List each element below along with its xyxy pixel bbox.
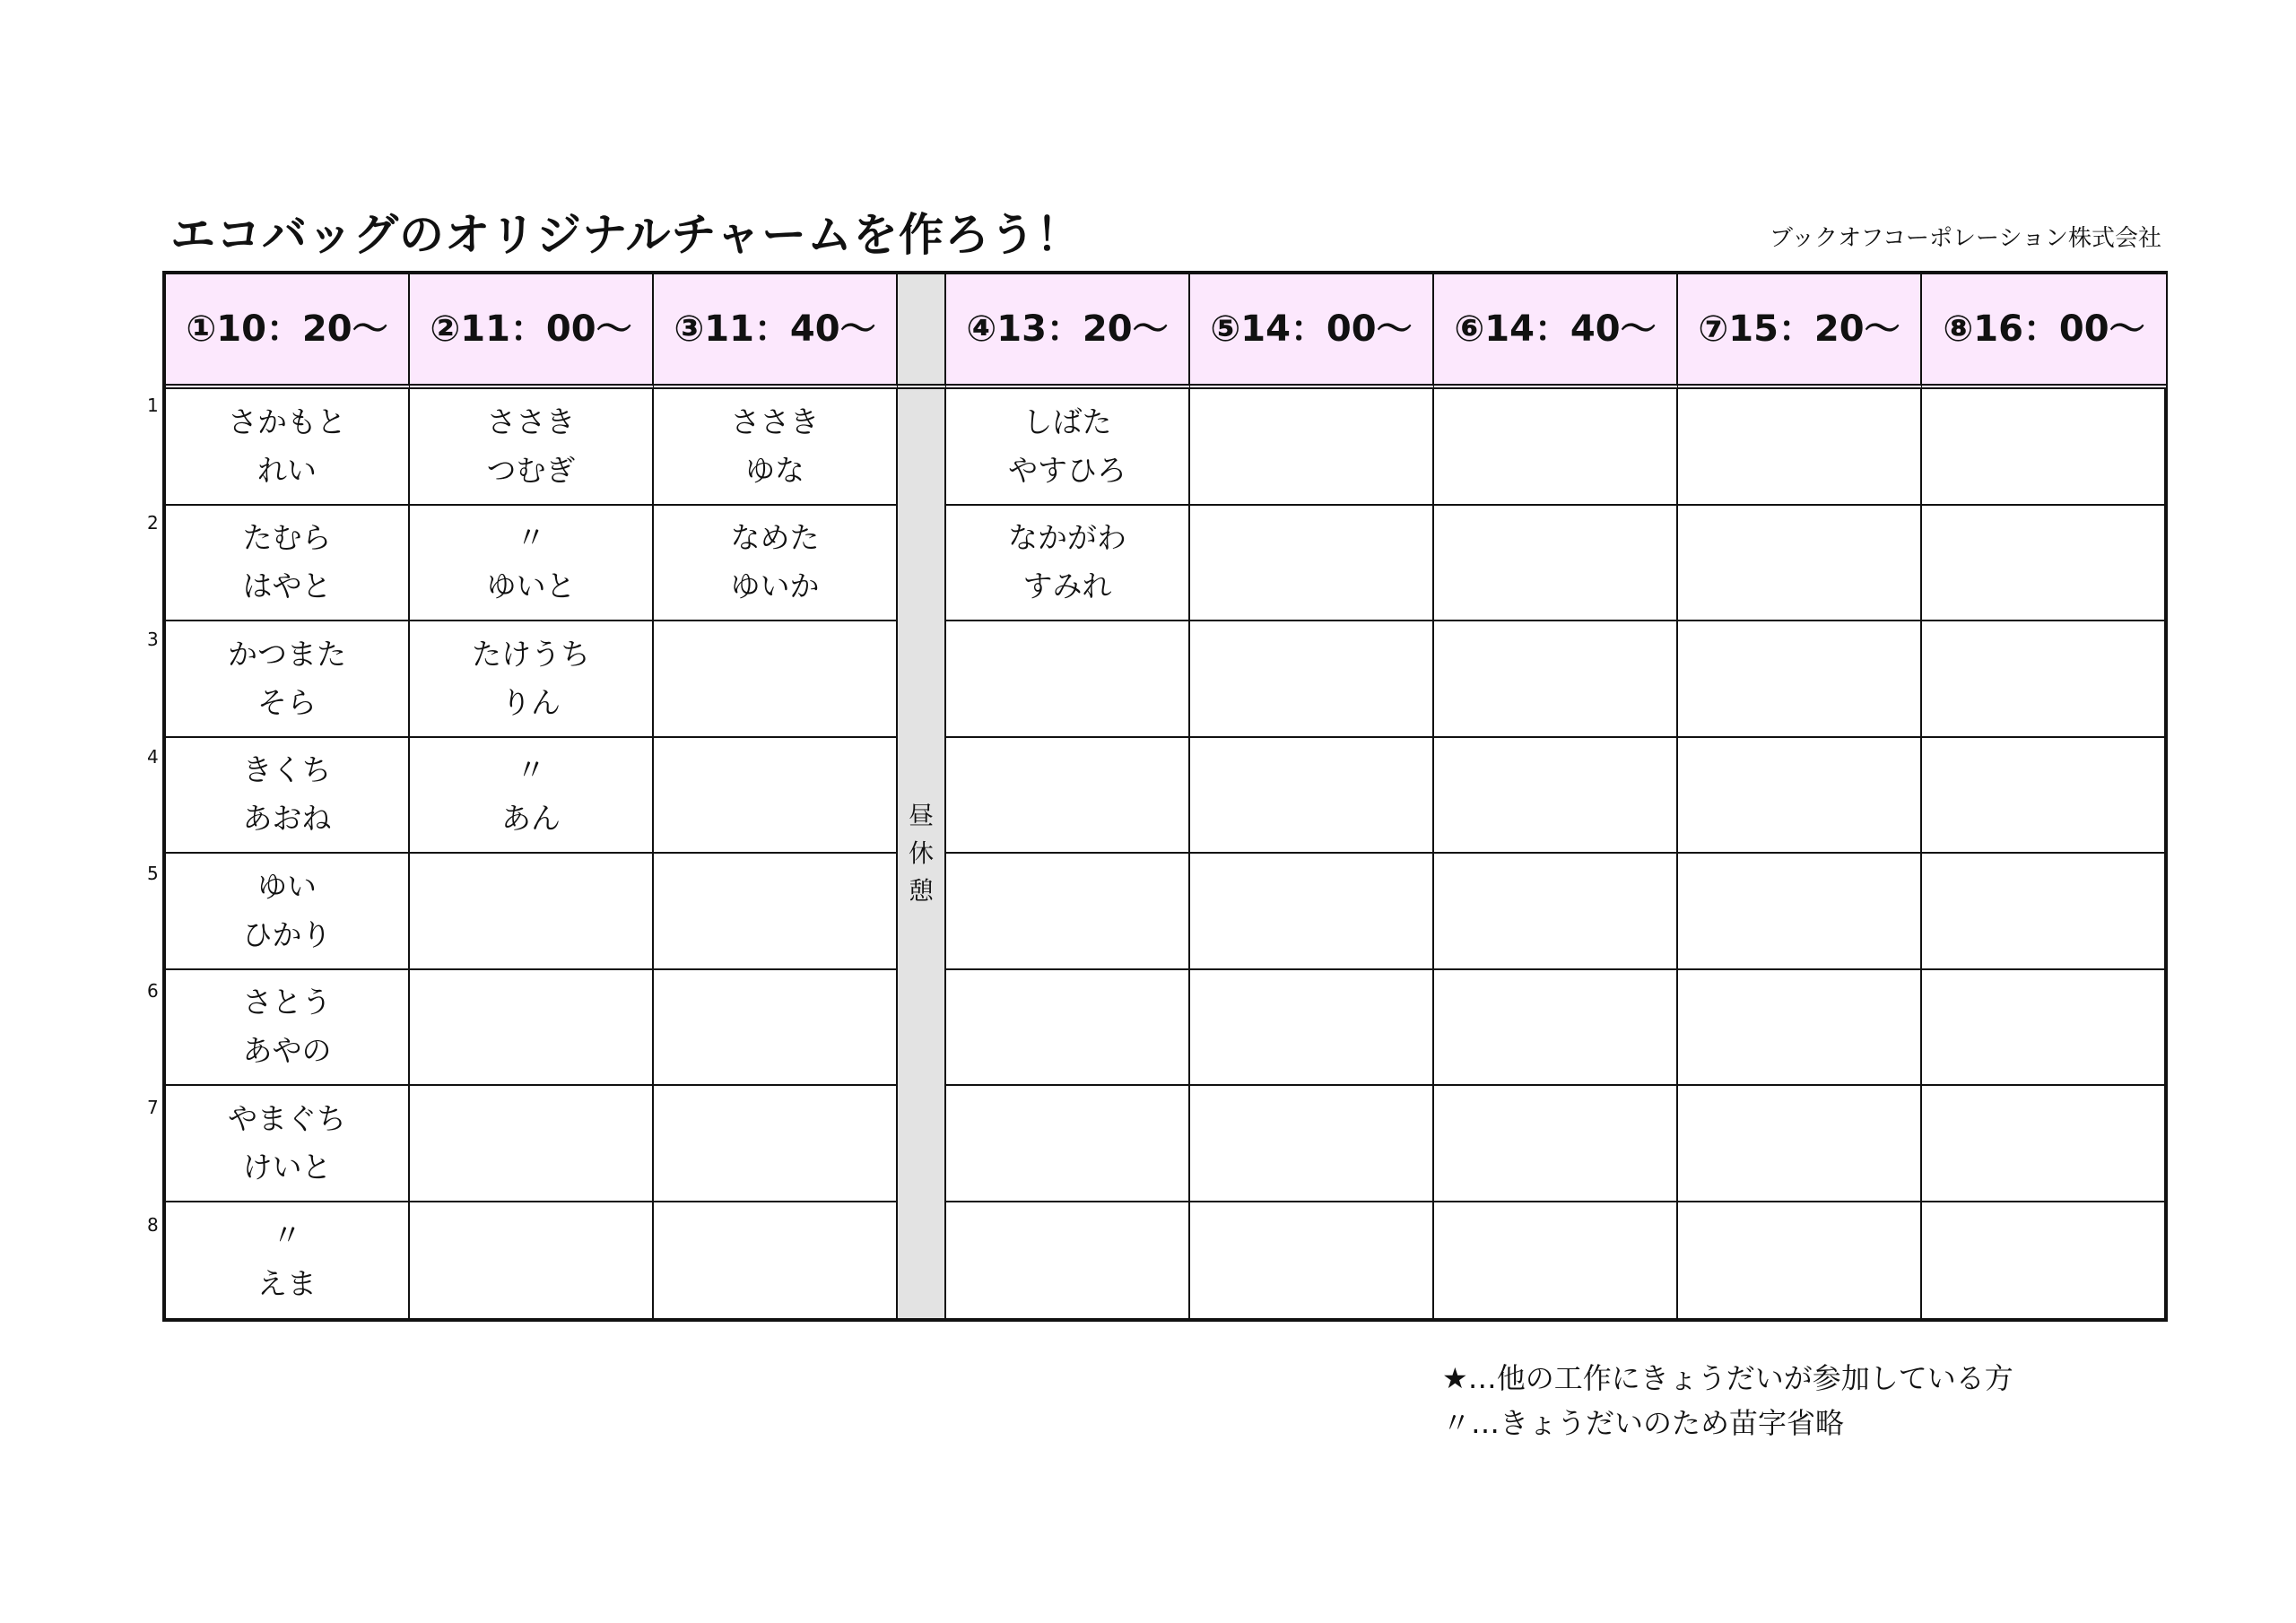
lunch-break-char: 憩	[908, 876, 934, 906]
schedule-cell	[946, 1086, 1190, 1202]
schedule-cell	[1434, 621, 1678, 738]
time-slot-header: ①10：20～	[166, 274, 410, 389]
participant-given-name: すみれ	[1022, 568, 1112, 604]
schedule-cell	[1922, 1202, 2166, 1319]
schedule-cell	[946, 970, 1190, 1087]
schedule-cell	[1434, 506, 1678, 622]
schedule-cell	[1434, 389, 1678, 506]
row-number: 5	[147, 863, 159, 884]
schedule-cell	[1922, 621, 2166, 738]
schedule-cell	[1190, 854, 1434, 970]
schedule-cell	[166, 389, 410, 506]
schedule-cell	[166, 738, 410, 855]
schedule-cell	[946, 1202, 1190, 1319]
schedule-cell	[654, 506, 898, 622]
schedule-cell	[1922, 1086, 2166, 1202]
schedule-cell	[654, 389, 898, 506]
participant-surname: ゆい	[257, 868, 317, 904]
schedule-cell	[410, 1202, 654, 1319]
participant-given-name: けいと	[242, 1149, 332, 1185]
participant-surname: さかもと	[228, 404, 346, 439]
lunch-break-char: 昼	[908, 801, 934, 830]
schedule-cell	[410, 738, 654, 855]
participant-surname: 〃	[516, 752, 546, 788]
schedule-cell	[166, 506, 410, 622]
row-number: 1	[147, 395, 159, 416]
schedule-cell	[1678, 621, 1922, 738]
schedule-cell	[1434, 738, 1678, 855]
schedule-cell	[410, 506, 654, 622]
lunch-break-column	[898, 389, 946, 1318]
participant-surname: ささき	[730, 404, 820, 439]
schedule-cell	[1678, 1202, 1922, 1319]
participant-surname: 〃	[516, 520, 546, 556]
participant-surname: やまぐち	[228, 1100, 346, 1136]
row-number: 4	[147, 745, 159, 768]
participant-given-name: れい	[257, 452, 317, 488]
schedule-cell	[1434, 854, 1678, 970]
schedule-cell	[1434, 970, 1678, 1087]
schedule-cell	[166, 621, 410, 738]
time-slot-header: ②11：00～	[410, 274, 654, 389]
schedule-cell	[654, 738, 898, 855]
schedule-cell	[1922, 506, 2166, 622]
schedule-cell	[946, 621, 1190, 738]
schedule-cell	[1190, 738, 1434, 855]
time-slot-header: ⑧16：00～	[1922, 274, 2166, 389]
schedule-cell	[1922, 389, 2166, 506]
schedule-cell	[1678, 389, 1922, 506]
row-number: 6	[147, 979, 159, 1002]
participant-surname: しばた	[1022, 404, 1112, 439]
time-slot-header: ④13：20～	[946, 274, 1190, 389]
time-slot-header: ⑤14：00～	[1190, 274, 1434, 389]
schedule-cell	[654, 1202, 898, 1319]
time-slot-header: ③11：40～	[654, 274, 898, 389]
schedule-cell	[946, 506, 1190, 622]
company-name: ブックオフコーポレーション株式会社	[1769, 225, 2161, 252]
schedule-cell	[654, 970, 898, 1087]
lunch-break-char: 休	[908, 838, 934, 868]
row-number: 7	[147, 1097, 159, 1118]
schedule-cell	[946, 738, 1190, 855]
schedule-cell	[410, 854, 654, 970]
participant-given-name: やすひろ	[1008, 452, 1126, 488]
participant-surname: 〃	[272, 1218, 302, 1254]
time-slot-header: ⑥14：40～	[1434, 274, 1678, 389]
participant-given-name: ひかり	[242, 916, 332, 952]
schedule-cell	[946, 389, 1190, 506]
legend	[1442, 1356, 2013, 1445]
schedule-cell	[654, 1086, 898, 1202]
participant-surname: なめた	[730, 520, 820, 556]
schedule-cell	[1434, 1086, 1678, 1202]
schedule-cell	[410, 1086, 654, 1202]
participant-given-name: あおね	[242, 801, 332, 837]
schedule-cell	[654, 854, 898, 970]
schedule-cell	[1190, 1202, 1434, 1319]
page-title: エコバッグのオリジナルチャームを作ろう！	[170, 209, 1082, 261]
legend-ditto-note: 〃…きょうだいのため苗字省略	[1442, 1406, 1845, 1440]
schedule-cell	[166, 854, 410, 970]
schedule-cell	[1434, 1202, 1678, 1319]
break-column-header	[898, 274, 946, 389]
schedule-cell	[1678, 738, 1922, 855]
participant-given-name: あやの	[242, 1033, 332, 1069]
time-slot-header: ⑦15：20～	[1678, 274, 1922, 389]
participant-given-name: ゆな	[745, 452, 804, 488]
participant-surname: かつまた	[228, 636, 346, 672]
schedule-cell	[1190, 621, 1434, 738]
row-number: 3	[147, 629, 159, 650]
participant-surname: なかがわ	[1008, 520, 1126, 556]
participant-given-name: ゆいか	[730, 568, 820, 604]
schedule-cell	[166, 1202, 410, 1319]
schedule-cell	[410, 389, 654, 506]
schedule-cell	[410, 621, 654, 738]
schedule-cell	[1190, 506, 1434, 622]
schedule-cell	[1190, 970, 1434, 1087]
participant-given-name: はやと	[242, 568, 332, 604]
participant-given-name: りん	[501, 684, 561, 720]
row-number: 2	[147, 511, 159, 534]
schedule-table	[162, 271, 2168, 1322]
legend-star-note: ★…他の工作にきょうだいが参加している方	[1442, 1361, 2013, 1395]
schedule-cell	[1678, 854, 1922, 970]
schedule-cell	[1190, 389, 1434, 506]
schedule-cell	[1922, 970, 2166, 1087]
schedule-cell	[654, 621, 898, 738]
schedule-cell	[1678, 1086, 1922, 1202]
schedule-cell	[1678, 970, 1922, 1087]
schedule-cell	[166, 1086, 410, 1202]
participant-given-name: えま	[257, 1266, 317, 1302]
participant-given-name: あん	[501, 801, 561, 837]
schedule-cell	[410, 970, 654, 1087]
participant-given-name: そら	[257, 684, 317, 720]
schedule-cell	[1922, 738, 2166, 855]
schedule-cell	[1922, 854, 2166, 970]
row-number: 8	[147, 1213, 159, 1236]
participant-surname: ささき	[486, 404, 576, 439]
schedule-cell	[1190, 1086, 1434, 1202]
participant-surname: きくち	[242, 752, 332, 788]
participant-given-name: ゆいと	[486, 568, 576, 604]
schedule-cell	[946, 854, 1190, 970]
schedule-cell	[1678, 506, 1922, 622]
participant-surname: たむら	[242, 520, 332, 556]
participant-surname: さとう	[242, 985, 332, 1020]
schedule-cell	[166, 970, 410, 1087]
participant-surname: たけうち	[472, 636, 590, 672]
participant-given-name: つむぎ	[486, 452, 576, 488]
